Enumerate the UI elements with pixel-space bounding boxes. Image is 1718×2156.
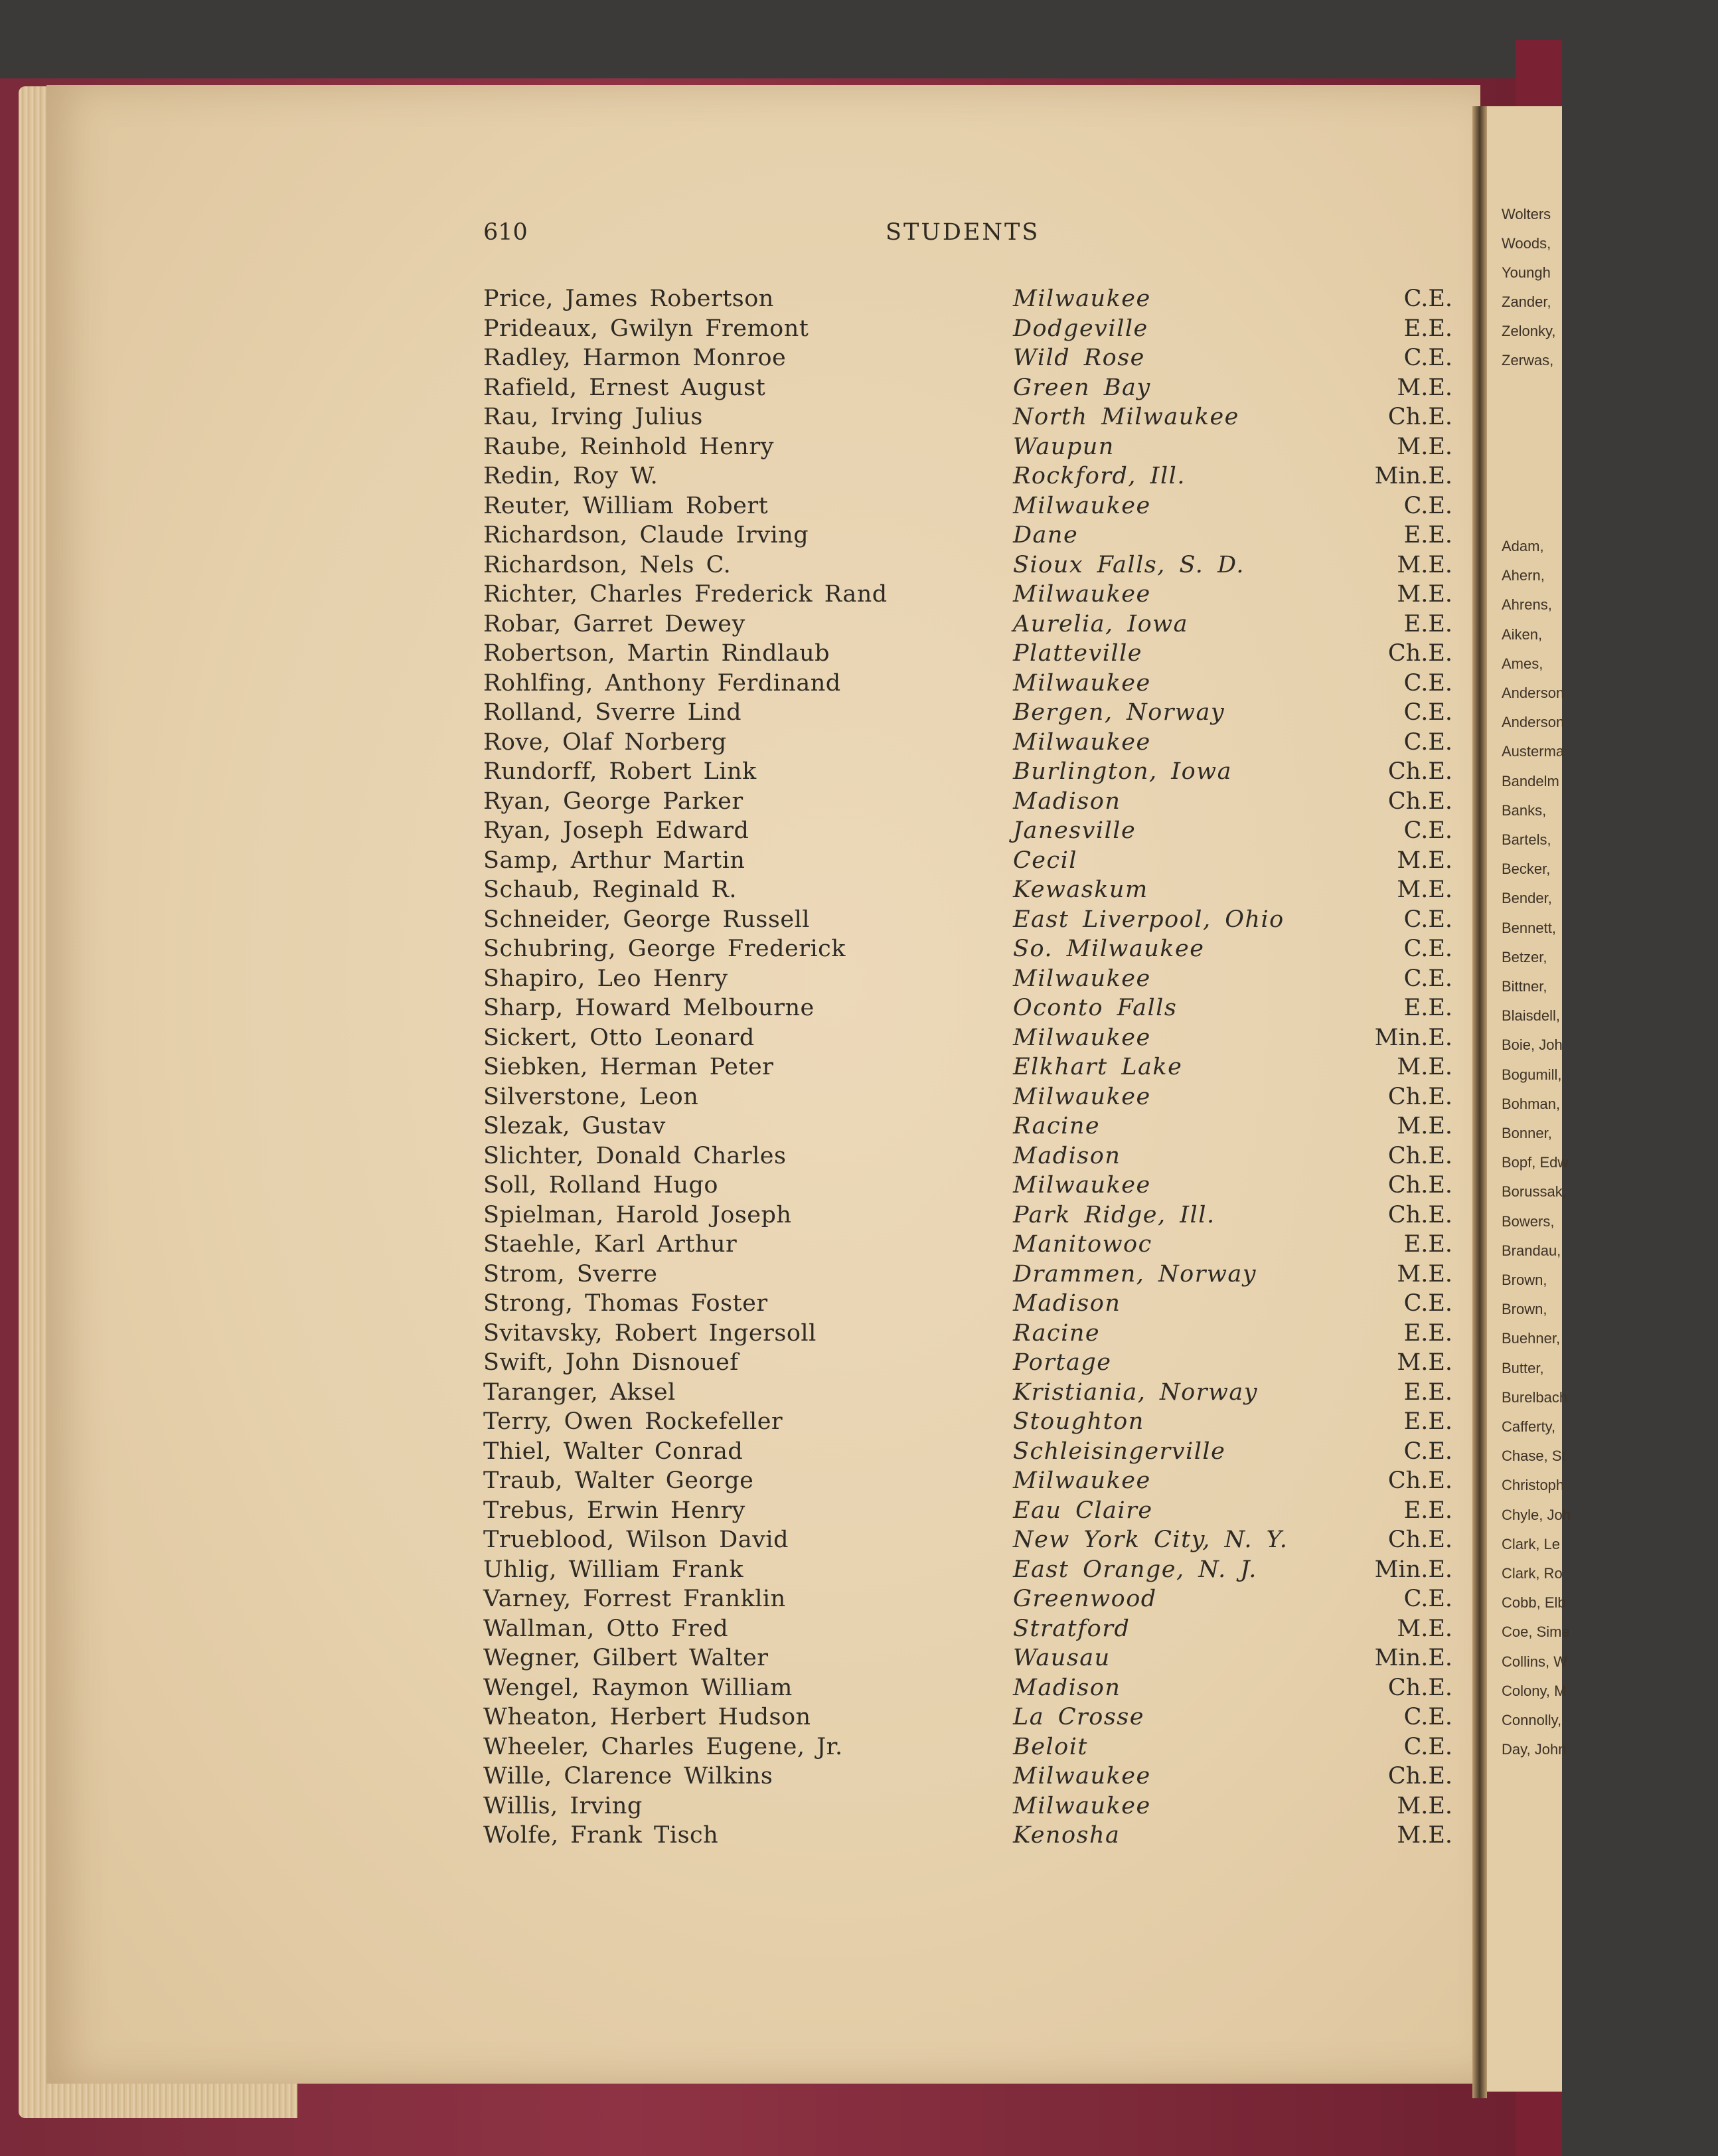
student-hometown: Milwaukee (1013, 1024, 1151, 1051)
student-course: C.E. (1403, 345, 1452, 371)
student-hometown: Milwaukee (1013, 1083, 1151, 1110)
student-hometown: Wild Rose (1013, 345, 1145, 371)
student-row (483, 757, 1452, 787)
student-course: Ch.E. (1387, 1201, 1452, 1228)
facing-page-fragment: Zelonky, (1502, 323, 1556, 339)
student-hometown: Janesville (1013, 817, 1136, 844)
facing-page-fragment: Zerwas, (1502, 352, 1554, 369)
student-hometown: Drammen, Norway (1013, 1260, 1257, 1287)
student-name: Schneider, George Russell (483, 906, 810, 933)
student-hometown: Kristiania, Norway (1013, 1378, 1259, 1406)
student-row (483, 284, 1452, 314)
facing-page-fragment: Woods, (1502, 235, 1551, 252)
student-course: M.E. (1397, 1792, 1452, 1819)
student-hometown: Kenosha (1013, 1822, 1121, 1849)
facing-page-fragment: Zander, (1502, 293, 1551, 310)
student-hometown: Cecil (1013, 847, 1077, 874)
student-hometown: Racine (1013, 1113, 1101, 1139)
facing-page-fragment: Bopf, Edw (1502, 1154, 1569, 1171)
facing-page-fragment: Becker, (1502, 861, 1551, 878)
student-name: Shapiro, Leo Henry (483, 965, 728, 992)
student-course: Ch.E. (1387, 1172, 1452, 1199)
student-course: C.E. (1403, 965, 1452, 992)
facing-page-fragment: Aiken, (1502, 625, 1543, 643)
student-hometown: Aurelia, Iowa (1013, 610, 1188, 637)
student-name: Robar, Garret Dewey (483, 610, 745, 637)
student-hometown: Oconto Falls (1013, 995, 1178, 1021)
student-row (483, 639, 1452, 669)
facing-page-fragment: Cafferty, (1502, 1418, 1556, 1435)
student-name: Rundorff, Robert Link (483, 758, 757, 785)
student-hometown: Milwaukee (1013, 1172, 1151, 1199)
student-name: Willis, Irving (483, 1792, 643, 1819)
facing-page-fragment: Banks, (1502, 801, 1547, 819)
student-name: Samp, Arthur Martin (483, 847, 745, 874)
student-hometown: Madison (1013, 1142, 1121, 1169)
student-row (483, 1525, 1452, 1555)
student-course: Min.E. (1374, 1645, 1452, 1671)
student-name: Trueblood, Wilson David (483, 1527, 789, 1553)
facing-page-fragment: Bogumill, (1502, 1066, 1562, 1083)
facing-page-fragment: Bohman, (1502, 1095, 1561, 1112)
student-row (483, 1023, 1452, 1053)
facing-page-fragment: Brown, (1502, 1272, 1547, 1288)
facing-page-fragment: Borussak, (1502, 1183, 1567, 1201)
student-hometown: Elkhart Lake (1013, 1054, 1183, 1080)
student-hometown: Park Ridge, Ill. (1013, 1201, 1215, 1228)
facing-page-fragment: Clark, Ro (1502, 1565, 1563, 1582)
facing-page-fragment: Youngh (1502, 264, 1551, 281)
facing-page-fragment: Boie, Joh (1502, 1037, 1563, 1054)
student-row (483, 1584, 1452, 1614)
student-course: M.E. (1397, 1054, 1452, 1080)
student-course: Ch.E. (1387, 404, 1452, 430)
student-course: C.E. (1403, 286, 1452, 312)
student-hometown: Milwaukee (1013, 669, 1151, 697)
student-hometown: Dane (1013, 522, 1079, 548)
student-name: Richardson, Claude Irving (483, 522, 809, 548)
facing-page-fragment: Chyle, Joh (1502, 1506, 1571, 1523)
facing-page-fragment: Bowers, (1502, 1212, 1555, 1230)
facing-page-fragment: Buehner, (1502, 1330, 1561, 1347)
facing-page-fragment: Wolters (1502, 206, 1551, 222)
student-course: C.E. (1403, 669, 1452, 697)
student-course: Ch.E. (1387, 1083, 1452, 1110)
student-course: C.E. (1403, 1290, 1452, 1317)
student-name: Rau, Irving Julius (483, 404, 703, 430)
student-course: E.E. (1403, 1378, 1452, 1406)
student-name: Ryan, Joseph Edward (483, 817, 749, 844)
student-course: M.E. (1397, 876, 1452, 903)
student-hometown: Sioux Falls, S. D. (1013, 551, 1245, 578)
student-course: E.E. (1403, 610, 1452, 637)
student-row (483, 728, 1452, 758)
facing-page-fragment: Clark, Le (1502, 1535, 1561, 1552)
student-hometown: Madison (1013, 788, 1121, 815)
student-course: C.E. (1403, 492, 1452, 519)
facing-page-fragment: Adam, (1502, 538, 1544, 554)
student-name: Slichter, Donald Charles (483, 1142, 787, 1169)
student-name: Wegner, Gilbert Walter (483, 1645, 769, 1671)
student-row (483, 314, 1452, 344)
student-hometown: Milwaukee (1013, 1792, 1151, 1819)
student-hometown: Greenwood (1013, 1586, 1157, 1612)
facing-page-fragment: Christoph (1502, 1477, 1565, 1494)
student-row (483, 1821, 1452, 1851)
student-hometown: Kewaskum (1013, 876, 1148, 903)
student-hometown: Schleisingerville (1013, 1438, 1226, 1465)
student-hometown: Stratford (1013, 1615, 1131, 1642)
facing-page (1487, 106, 1571, 2092)
student-name: Schaub, Reginald R. (483, 876, 737, 903)
student-course: Ch.E. (1387, 758, 1452, 785)
student-row (483, 698, 1452, 728)
facing-page-fragment: Colony, M (1502, 1682, 1567, 1699)
student-row (483, 1614, 1452, 1644)
student-course: Min.E. (1374, 1556, 1452, 1583)
student-course: Ch.E. (1387, 788, 1452, 815)
student-course: E.E. (1403, 315, 1452, 342)
student-row (483, 787, 1452, 817)
student-name: Rove, Olaf Norberg (483, 728, 727, 756)
student-row (483, 491, 1452, 521)
facing-page-fragment: Bittner, (1502, 978, 1547, 995)
student-course: M.E. (1397, 1615, 1452, 1642)
student-course: E.E. (1403, 1231, 1452, 1258)
student-row (483, 1673, 1452, 1703)
student-row (483, 1260, 1452, 1289)
student-name: Raube, Reinhold Henry (483, 433, 774, 460)
student-row (483, 1407, 1452, 1437)
facing-page-fragment: Chase, St (1502, 1448, 1566, 1465)
student-row (483, 1082, 1452, 1112)
facing-page-fragment: Bandelm (1502, 772, 1559, 789)
student-course: Min.E. (1374, 463, 1452, 489)
student-hometown: East Liverpool, Ohio (1013, 906, 1285, 933)
student-hometown: Milwaukee (1013, 286, 1151, 312)
student-hometown: Waupun (1013, 433, 1115, 460)
student-row (483, 1466, 1452, 1496)
student-row (483, 1643, 1452, 1673)
student-row (483, 1378, 1452, 1408)
student-name: Svitavsky, Robert Ingersoll (483, 1319, 817, 1347)
facing-page-fragment: Bartels, (1502, 831, 1551, 848)
student-hometown: Milwaukee (1013, 581, 1151, 608)
student-course: E.E. (1403, 1319, 1452, 1347)
facing-page-fragment: Brown, (1502, 1301, 1547, 1318)
student-row (483, 934, 1452, 964)
student-name: Trebus, Erwin Henry (483, 1497, 745, 1524)
student-name: Prideaux, Gwilyn Fremont (483, 315, 809, 342)
facing-page-fragment: Ames, (1502, 655, 1543, 672)
student-row (483, 402, 1452, 432)
student-row (483, 846, 1452, 876)
book-gutter (1472, 106, 1487, 2098)
student-row (483, 875, 1452, 905)
student-hometown: La Crosse (1013, 1704, 1144, 1730)
facing-page-fragment: Bender, (1502, 890, 1552, 907)
facing-page-fragment: Butter, (1502, 1359, 1544, 1376)
page-number: 610 (483, 219, 528, 246)
student-row (483, 964, 1452, 994)
student-course: Ch.E. (1387, 640, 1452, 667)
facing-page-fragment: Ahern, (1502, 567, 1545, 584)
student-name: Wolfe, Frank Tisch (483, 1822, 719, 1849)
student-hometown: Stoughton (1013, 1408, 1144, 1435)
student-hometown: Milwaukee (1013, 1467, 1151, 1494)
facing-page-fragment: Connolly, (1502, 1712, 1562, 1728)
facing-page-fragment: Burelbach (1502, 1388, 1568, 1406)
student-row (483, 343, 1452, 373)
student-hometown: Madison (1013, 1674, 1121, 1701)
facing-page-fragment: Cobb, Elb (1502, 1594, 1566, 1612)
student-name: Wille, Clarence Wilkins (483, 1763, 773, 1789)
student-hometown: New York City, N. Y. (1013, 1527, 1288, 1553)
student-name: Redin, Roy W. (483, 463, 659, 489)
student-course: C.E. (1403, 817, 1452, 844)
student-hometown: Milwaukee (1013, 728, 1151, 756)
student-name: Wengel, Raymon William (483, 1674, 793, 1701)
student-course: E.E. (1403, 995, 1452, 1021)
student-row (483, 1141, 1452, 1171)
student-course: M.E. (1397, 1260, 1452, 1287)
facing-page-fragment: Bennett, (1502, 919, 1556, 936)
student-name: Ryan, George Parker (483, 788, 743, 815)
student-row (483, 816, 1452, 846)
student-hometown: Milwaukee (1013, 1763, 1151, 1789)
student-hometown: Green Bay (1013, 374, 1151, 401)
student-course: M.E. (1397, 1349, 1452, 1376)
student-hometown: Racine (1013, 1319, 1101, 1347)
student-row (483, 993, 1452, 1023)
student-hometown: Dodgeville (1013, 315, 1148, 342)
student-hometown: Platteville (1013, 640, 1143, 667)
student-course: M.E. (1397, 1113, 1452, 1139)
student-name: Wheaton, Herbert Hudson (483, 1704, 811, 1730)
student-hometown: Burlington, Iowa (1013, 758, 1232, 785)
student-name: Sickert, Otto Leonard (483, 1024, 755, 1051)
student-course: E.E. (1403, 1497, 1452, 1524)
student-hometown: Rockford, Ill. (1013, 463, 1186, 489)
student-name: Taranger, Aksel (483, 1378, 676, 1406)
student-row (483, 432, 1452, 462)
student-course: C.E. (1403, 906, 1452, 933)
student-name: Sharp, Howard Melbourne (483, 995, 815, 1021)
running-title: STUDENTS (886, 219, 1040, 246)
student-name: Rolland, Sverre Lind (483, 699, 742, 726)
student-course: E.E. (1403, 522, 1452, 548)
student-row (483, 521, 1452, 550)
student-name: Staehle, Karl Arthur (483, 1231, 738, 1258)
facing-page-fragment: Blaisdell, (1502, 1007, 1561, 1025)
student-name: Slezak, Gustav (483, 1113, 666, 1139)
student-hometown: Beloit (1013, 1733, 1088, 1760)
student-course: M.E. (1397, 551, 1452, 578)
student-name: Richardson, Nels C. (483, 551, 732, 578)
student-hometown: Milwaukee (1013, 492, 1151, 519)
student-row (483, 1171, 1452, 1201)
student-name: Richter, Charles Frederick Rand (483, 581, 888, 608)
student-row (483, 1437, 1452, 1467)
student-row (483, 1702, 1452, 1732)
facing-page-fragment: Anderson (1502, 685, 1565, 701)
student-name: Uhlig, William Frank (483, 1556, 744, 1583)
student-name: Robertson, Martin Rindlaub (483, 640, 830, 667)
student-row (483, 461, 1452, 491)
student-name: Spielman, Harold Joseph (483, 1201, 792, 1228)
student-name: Thiel, Walter Conrad (483, 1438, 743, 1465)
student-row (483, 1230, 1452, 1260)
student-name: Wheeler, Charles Eugene, Jr. (483, 1733, 843, 1760)
student-course: E.E. (1403, 1408, 1452, 1435)
facing-page-fragment: Collins, W (1502, 1653, 1568, 1670)
student-name: Varney, Forrest Franklin (483, 1586, 786, 1612)
student-course: M.E. (1397, 433, 1452, 460)
facing-page-fragment: Anderson (1502, 714, 1565, 731)
student-row (483, 1791, 1452, 1821)
facing-page-fragment: Coe, Sime (1502, 1623, 1570, 1641)
student-row (483, 1289, 1452, 1319)
student-name: Wallman, Otto Fred (483, 1615, 729, 1642)
student-name: Siebken, Herman Peter (483, 1054, 774, 1080)
student-course: Ch.E. (1387, 1142, 1452, 1169)
student-course: C.E. (1403, 728, 1452, 756)
student-hometown: Madison (1013, 1290, 1121, 1317)
student-row (483, 610, 1452, 639)
student-name: Soll, Rolland Hugo (483, 1172, 718, 1199)
facing-page-fragment: Ahrens, (1502, 596, 1552, 614)
student-course: C.E. (1403, 1704, 1452, 1730)
student-course: C.E. (1403, 1586, 1452, 1612)
student-hometown: Bergen, Norway (1013, 699, 1225, 726)
facing-page-fragment: Bonner, (1502, 1125, 1552, 1141)
facing-page-fragment: Austerma (1502, 743, 1565, 760)
student-row (483, 1319, 1452, 1349)
student-hometown: Portage (1013, 1349, 1112, 1376)
student-name: Rohlfing, Anthony Ferdinand (483, 669, 841, 697)
student-course: M.E. (1397, 847, 1452, 874)
student-hometown: Milwaukee (1013, 965, 1151, 992)
student-name: Strong, Thomas Foster (483, 1290, 768, 1317)
student-name: Radley, Harmon Monroe (483, 345, 787, 371)
student-row (483, 905, 1452, 935)
student-course: C.E. (1403, 936, 1452, 962)
student-row (483, 1496, 1452, 1526)
student-course: C.E. (1403, 699, 1452, 726)
student-row (483, 1732, 1452, 1762)
student-course: M.E. (1397, 1822, 1452, 1849)
student-hometown: Eau Claire (1013, 1497, 1153, 1524)
student-hometown: Manitowoc (1013, 1231, 1152, 1258)
student-course: M.E. (1397, 581, 1452, 608)
student-row (483, 1348, 1452, 1378)
student-hometown: So. Milwaukee (1013, 936, 1205, 962)
student-name: Terry, Owen Rockefeller (483, 1408, 783, 1435)
student-course: C.E. (1403, 1438, 1452, 1465)
student-row (483, 550, 1452, 580)
student-row (483, 373, 1452, 403)
student-course: Ch.E. (1387, 1467, 1452, 1494)
student-row (483, 1201, 1452, 1230)
student-row (483, 1762, 1452, 1791)
student-name: Price, James Robertson (483, 286, 774, 312)
student-name: Strom, Sverre (483, 1260, 658, 1287)
student-name: Traub, Walter George (483, 1467, 754, 1494)
student-course: Ch.E. (1387, 1763, 1452, 1789)
student-course: Ch.E. (1387, 1674, 1452, 1701)
student-hometown: North Milwaukee (1013, 404, 1239, 430)
student-row (483, 1052, 1452, 1082)
student-name: Reuter, William Robert (483, 492, 769, 519)
student-name: Swift, John Disnouef (483, 1349, 739, 1376)
student-row (483, 669, 1452, 699)
student-row (483, 1555, 1452, 1585)
student-hometown: Wausau (1013, 1645, 1111, 1671)
student-hometown: East Orange, N. J. (1013, 1556, 1257, 1583)
student-course: M.E. (1397, 374, 1452, 401)
student-course: C.E. (1403, 1733, 1452, 1760)
student-name: Silverstone, Leon (483, 1083, 699, 1110)
facing-page-fragment: Brandau, (1502, 1242, 1561, 1259)
student-row (483, 1112, 1452, 1141)
student-list (483, 284, 1452, 1851)
student-name: Rafield, Ernest August (483, 374, 766, 401)
facing-page-fragment: Day, John (1502, 1741, 1567, 1758)
facing-page-fragment: Betzer, (1502, 948, 1547, 965)
student-row (483, 580, 1452, 610)
student-course: Ch.E. (1387, 1527, 1452, 1553)
student-course: Min.E. (1374, 1024, 1452, 1051)
student-name: Schubring, George Frederick (483, 936, 846, 962)
